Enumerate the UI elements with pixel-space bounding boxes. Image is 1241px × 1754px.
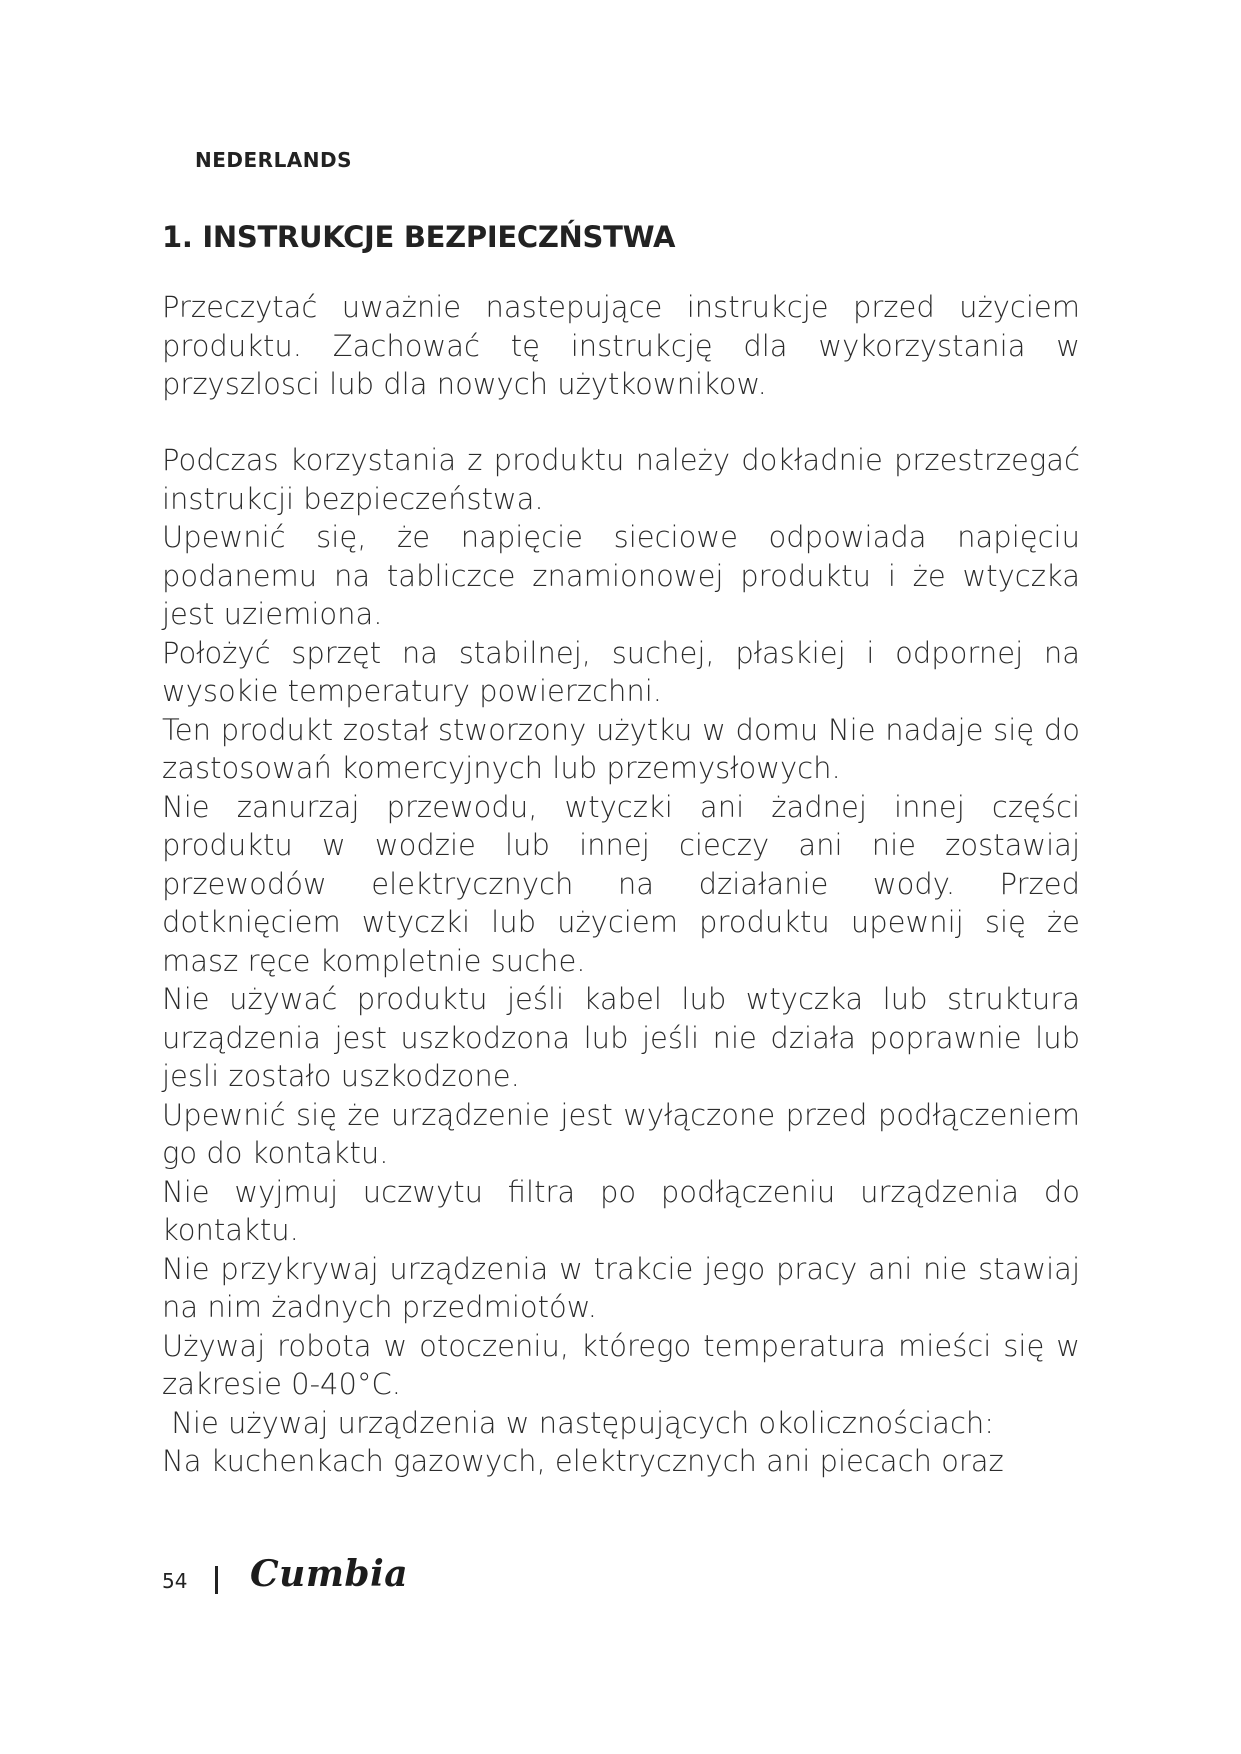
language-label: NEDERLANDS xyxy=(195,148,353,172)
safety-rules xyxy=(162,441,1080,1481)
rule-paragraph: Nie używaj urządzenia w następujących okolicznościach: xyxy=(162,1405,995,1440)
rule-paragraph: Używaj robota w otoczeniu, którego temperatura mieści się w zakresie 0-40°C. xyxy=(162,1328,1080,1401)
brand-logo: Cumbia xyxy=(250,1553,409,1595)
page-number: 54 xyxy=(162,1569,188,1593)
rule-paragraph: Nie zanurzaj przewodu, wtyczki ani żadnej innej części produktu w wodzie lub innej cieczy ani nie zostawiaj przewodów elektrycznych na działanie wody. Przed dotknięciem wtyczki lub użyciem produktu upewnij się że masz ręce kompletnie suche. xyxy=(162,789,1080,978)
rule-paragraph: Nie przykrywaj urządzenia w trakcie jego pracy ani nie stawiaj na nim żadnych przedmiotów. xyxy=(162,1251,1080,1324)
intro-paragraph xyxy=(162,288,1080,404)
rule-paragraph: Podczas korzystania z produktu należy dokładnie przestrzegać instrukcji bezpieczeństwa. xyxy=(162,443,1080,516)
rule-paragraph: Nie używać produktu jeśli kabel lub wtyczka lub struktura urządzenia jest uszkodzona lub jeśli nie działa poprawnie lub jesli zostało uszkodzone. xyxy=(162,982,1080,1093)
rule-paragraph: Upewnić się, że napięcie sieciowe odpowiada napięciu podanemu na tabliczce znamionowej produktu i że wtyczka jest uziemiona. xyxy=(162,520,1080,631)
rule-paragraph: Upewnić się że urządzenie jest wyłączone przed podłączeniem go do kontaktu. xyxy=(162,1097,1080,1170)
rule-paragraph: Położyć sprzęt na stabilnej, suchej, płaskiej i odpornej na wysokie temperatury powierzchni. xyxy=(162,635,1080,708)
section-title: 1. INSTRUKCJE BEZPIECZŃSTWA xyxy=(162,220,676,254)
intro-text: Przeczytać uważnie nastepujące instrukcje przed użyciem produktu. Zachować tę instrukcję dla wykorzystania w przyszlosci lub dla nowych użytkownikow. xyxy=(162,290,1080,401)
rule-paragraph: Na kuchenkach gazowych, elektrycznych ani piecach oraz xyxy=(162,1444,1004,1478)
rule-paragraph: Nie wyjmuj uczwytu filtra po podłączeniu urządzenia do kontaktu. xyxy=(162,1174,1080,1247)
rule-paragraph: Ten produkt został stworzony użytku w domu Nie nadaje się do zastosowań komercyjnych lub przemysłowych. xyxy=(162,712,1080,785)
footer-divider xyxy=(215,1566,218,1594)
